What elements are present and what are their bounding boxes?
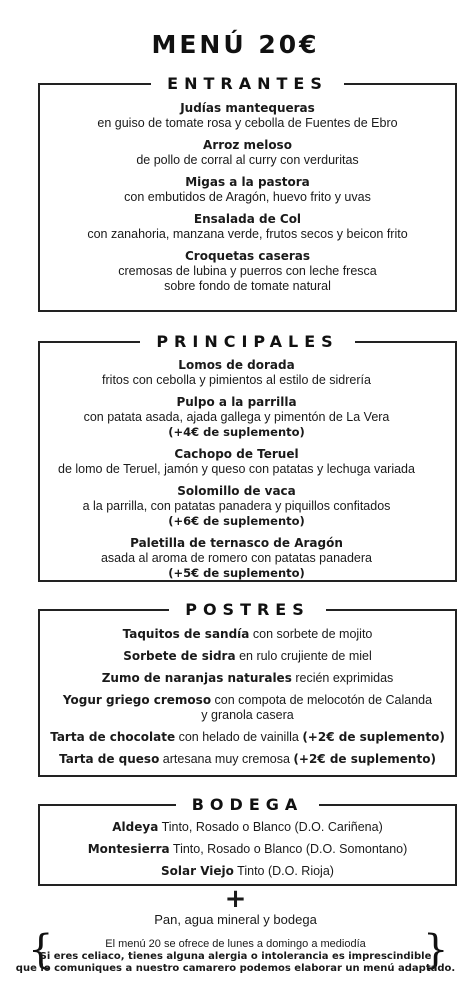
dish-desc: recién exprimidas (295, 671, 394, 685)
list-item (40, 730, 455, 745)
principales-section (38, 332, 457, 582)
wine-desc: Tinto, Rosado o Blanco (D.O. Cariñena) (161, 820, 383, 834)
list-item (40, 138, 455, 168)
wine-name: Aldeya (112, 820, 159, 834)
dish-name: Arroz meloso (203, 138, 292, 152)
dish-desc: con compota de melocotón de Calanda (214, 693, 433, 707)
list-item (40, 693, 455, 723)
allergy-text: que lo comuniques a nuestro camarero podemos elaborar un menú adaptado. (15, 963, 456, 974)
list-item (40, 101, 455, 131)
dish-name: Sorbete de sidra (123, 649, 236, 663)
dish-name: Zumo de naranjas naturales (101, 671, 292, 685)
list-item (40, 649, 455, 664)
dish-name: Pulpo a la parrilla (176, 395, 297, 409)
dish-desc: sobre fondo de tomate natural (164, 279, 331, 293)
list-item (40, 820, 455, 835)
wine-desc: Tinto (D.O. Rioja) (237, 864, 334, 878)
included-text: Pan, agua mineral y bodega (154, 912, 317, 927)
list-item (40, 249, 455, 294)
list-item (40, 842, 455, 857)
schedule-text: El menú 20 se ofrece de lunes a domingo a mediodía (105, 938, 366, 950)
list-item (16, 447, 457, 477)
postres-section (38, 600, 457, 777)
dish-desc: artesana muy cremosa (162, 752, 290, 766)
bodega-heading: BODEGA (176, 795, 320, 814)
dish-name: Paletilla de ternasco de Aragón (130, 536, 343, 550)
wine-name: Solar Viejo (161, 864, 234, 878)
dish-desc: con zanahoria, manzana verde, frutos secos y beicon frito (87, 227, 408, 241)
dish-name: Migas a la pastora (185, 175, 310, 189)
entrantes-section (38, 74, 457, 312)
dish-desc: fritos con cebolla y pimientos al estilo de sidrería (102, 373, 371, 387)
list-item (16, 395, 457, 440)
dish-desc: en rulo crujiente de miel (239, 649, 372, 663)
dish-name: Croquetas caseras (184, 249, 311, 263)
dish-name: Ensalada de Col (193, 212, 302, 226)
left-brace: { (28, 927, 54, 973)
wine-desc: Tinto, Rosado o Blanco (D.O. Somontano) (172, 842, 408, 856)
dish-desc: en guiso de tomate rosa y cebolla de Fuentes de Ebro (97, 116, 398, 130)
dish-desc: con embutidos de Aragón, huevo frito y uvas (124, 190, 371, 204)
dish-name: Solomillo de vaca (177, 484, 296, 498)
supplement-label: (+6€ de suplemento) (168, 514, 305, 528)
dish-name: Taquitos de sandía (122, 627, 250, 641)
dish-desc: y granola casera (201, 708, 294, 722)
dish-desc: de pollo de corral al curry con verduritas (136, 153, 359, 167)
right-brace: } (423, 927, 449, 973)
dish-name: Tarta de chocolate (50, 730, 176, 744)
allergy-text: Si eres celiaco, tienes alguna alergia o intolerancia es imprescindible (39, 951, 432, 962)
list-item (16, 536, 457, 581)
list-item (16, 484, 457, 529)
supplement-label: (+2€ de suplemento) (302, 730, 445, 744)
principales-heading: PRINCIPALES (140, 332, 354, 351)
list-item (40, 212, 455, 242)
list-item (40, 627, 455, 642)
entrantes-heading: ENTRANTES (151, 74, 344, 93)
dish-desc: asada al aroma de romero con patatas panadera (100, 551, 372, 565)
dish-desc: cremosas de lubina y puerros con leche fresca (118, 264, 377, 278)
list-item (40, 864, 455, 879)
menu-title: MENÚ 20€ (151, 30, 320, 59)
dish-name: Yogur griego cremoso (62, 693, 212, 707)
dish-desc: con helado de vainilla (178, 730, 299, 744)
postres-heading: POSTRES (169, 600, 326, 619)
dish-desc: con patata asada, ajada gallega y pimentón de La Vera (83, 410, 390, 424)
dish-name: Judías mantequeras (180, 101, 315, 115)
list-item (40, 752, 455, 767)
list-item (16, 358, 457, 388)
plus-icon: + (224, 884, 247, 914)
dish-desc: a la parrilla, con patatas panadera y piquillos confitados (82, 499, 391, 513)
dish-desc: con sorbete de mojito (252, 627, 373, 641)
dish-name: Lomos de dorada (178, 358, 295, 372)
bodega-section (38, 795, 457, 886)
wine-name: Montesierra (87, 842, 170, 856)
dish-name: Cachopo de Teruel (174, 447, 299, 461)
dish-name: Tarta de queso (59, 752, 160, 766)
list-item (40, 671, 455, 686)
supplement-label: (+5€ de suplemento) (168, 566, 305, 580)
list-item (40, 175, 455, 205)
supplement-label: (+2€ de suplemento) (293, 752, 436, 766)
dish-desc: de lomo de Teruel, jamón y queso con patatas y lechuga variada (58, 462, 415, 476)
supplement-label: (+4€ de suplemento) (168, 425, 305, 439)
